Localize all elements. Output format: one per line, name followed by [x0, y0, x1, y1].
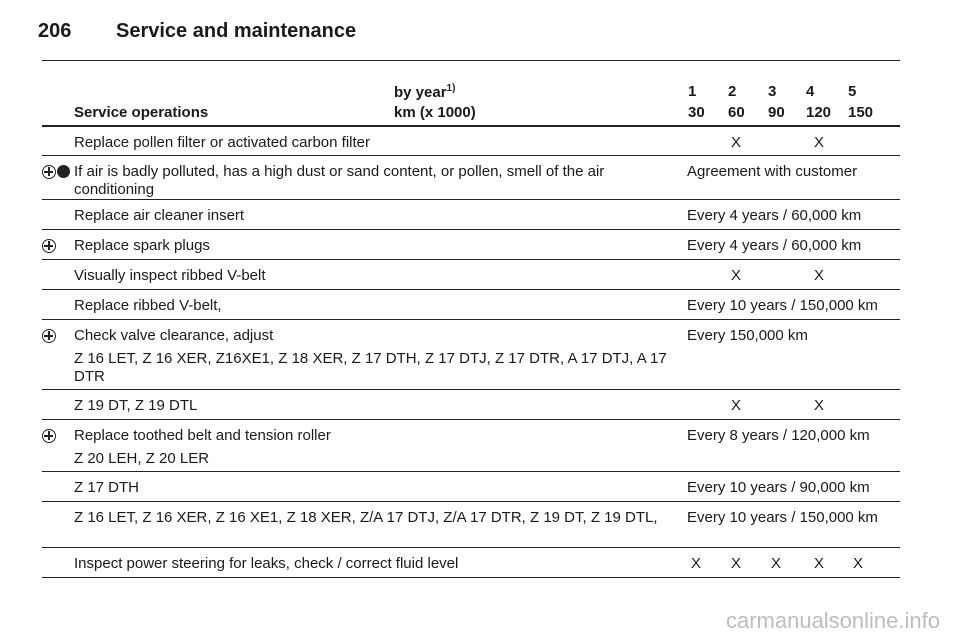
row-mark-4: X — [813, 134, 824, 151]
page-number: 206 — [38, 20, 72, 42]
table-row — [42, 260, 900, 290]
watermark-link[interactable]: carmanualsonline.info — [725, 608, 940, 633]
row-description — [74, 297, 684, 315]
row-description-line: Z 16 LET, Z 16 XER, Z16XE1, Z 18 XER, Z 17 DTH, Z 17 DTJ, Z 17 DTR, A 17 DTJ, A 17 DTR — [74, 350, 667, 385]
table-row — [42, 420, 900, 472]
row-icons — [42, 327, 56, 343]
row-interval: Every 10 years / 90,000 km — [687, 479, 870, 496]
row-description — [74, 555, 684, 573]
row-description-line: Replace ribbed V-belt, — [74, 297, 222, 314]
row-mark-2: X — [730, 397, 741, 414]
table-row — [42, 472, 900, 502]
dot-icon — [57, 165, 70, 178]
row-mark-2: X — [730, 267, 741, 284]
row-interval: Every 10 years / 150,000 km — [687, 297, 878, 314]
row-mark-4: X — [813, 555, 824, 572]
row-mark-2: X — [730, 134, 741, 151]
row-mark-2: X — [730, 555, 741, 572]
row-description-line: Inspect power steering for leaks, check / correct fluid level — [74, 555, 459, 572]
row-interval: Every 8 years / 120,000 km — [687, 427, 870, 444]
header-year-3: 3 — [768, 83, 777, 100]
row-description-line: Replace toothed belt and tension roller — [74, 427, 331, 444]
page-header — [38, 20, 356, 43]
table-row — [42, 390, 900, 420]
footnote-marker: 1) — [446, 83, 456, 94]
row-mark-3: X — [770, 555, 781, 572]
table-header — [42, 61, 900, 127]
row-interval: Every 10 years / 150,000 km — [687, 509, 878, 526]
row-interval: Every 150,000 km — [687, 327, 808, 344]
row-description-line: Check valve clearance, adjust — [74, 327, 274, 344]
row-description — [74, 427, 684, 468]
row-description — [74, 134, 684, 152]
table-row — [42, 548, 900, 578]
table-row — [42, 127, 900, 156]
row-description — [74, 163, 684, 199]
header-service-operations: Service operations — [74, 104, 209, 121]
row-mark-4: X — [813, 397, 824, 414]
row-description-line: Replace pollen filter or activated carbon filter — [74, 134, 370, 151]
table-row — [42, 200, 900, 230]
service-icon — [42, 429, 56, 443]
row-description-line: If air is badly polluted, has a high dust or sand content, or pollen, smell of the air conditioning — [74, 163, 605, 198]
row-description — [74, 397, 684, 415]
row-description — [74, 479, 684, 497]
header-by-year-label: by year — [394, 84, 447, 101]
row-icons — [42, 427, 56, 443]
row-interval: Agreement with customer — [687, 163, 858, 180]
header-km-2: 60 — [728, 104, 745, 121]
table-row — [42, 290, 900, 320]
header-year-1: 1 — [688, 83, 697, 100]
row-description-line: Z 19 DT, Z 19 DTL — [74, 397, 198, 414]
row-description-line: Z 20 LEH, Z 20 LER — [74, 450, 210, 467]
row-description — [74, 267, 684, 285]
row-description — [74, 509, 684, 527]
row-description-line: Z 16 LET, Z 16 XER, Z 16 XE1, Z 18 XER, Z/A 17 DTJ, Z/A 17 DTR, Z 19 DT, Z 19 DTL, — [74, 509, 658, 526]
service-icon — [42, 239, 56, 253]
page-title: Service and maintenance — [116, 20, 357, 42]
table-row — [42, 320, 900, 390]
table-row — [42, 230, 900, 260]
header-year-2: 2 — [728, 83, 737, 100]
row-mark-5: X — [852, 555, 863, 572]
header-km-5: 150 — [848, 104, 874, 121]
row-interval: Every 4 years / 60,000 km — [687, 237, 862, 254]
row-icons — [42, 163, 70, 179]
header-year-5: 5 — [848, 83, 857, 100]
header-km: km (x 1000) — [394, 104, 476, 121]
row-description-line: Replace spark plugs — [74, 237, 210, 254]
header-km-3: 90 — [768, 104, 785, 121]
row-description-line: Z 17 DTH — [74, 479, 140, 496]
row-description-line: Replace air cleaner insert — [74, 207, 245, 224]
row-icons — [42, 237, 56, 253]
table-row — [42, 502, 900, 548]
service-table — [42, 60, 900, 578]
row-mark-4: X — [813, 267, 824, 284]
service-icon — [42, 165, 56, 179]
row-mark-1: X — [690, 555, 701, 572]
row-description — [74, 327, 684, 386]
row-description — [74, 237, 684, 255]
header-year-4: 4 — [806, 83, 815, 100]
header-km-4: 120 — [806, 104, 832, 121]
row-interval: Every 4 years / 60,000 km — [687, 207, 862, 224]
header-km-1: 30 — [688, 104, 705, 121]
row-description — [74, 207, 684, 225]
table-row — [42, 156, 900, 200]
header-by-year — [394, 83, 455, 101]
row-description-line: Visually inspect ribbed V-belt — [74, 267, 266, 284]
service-icon — [42, 329, 56, 343]
